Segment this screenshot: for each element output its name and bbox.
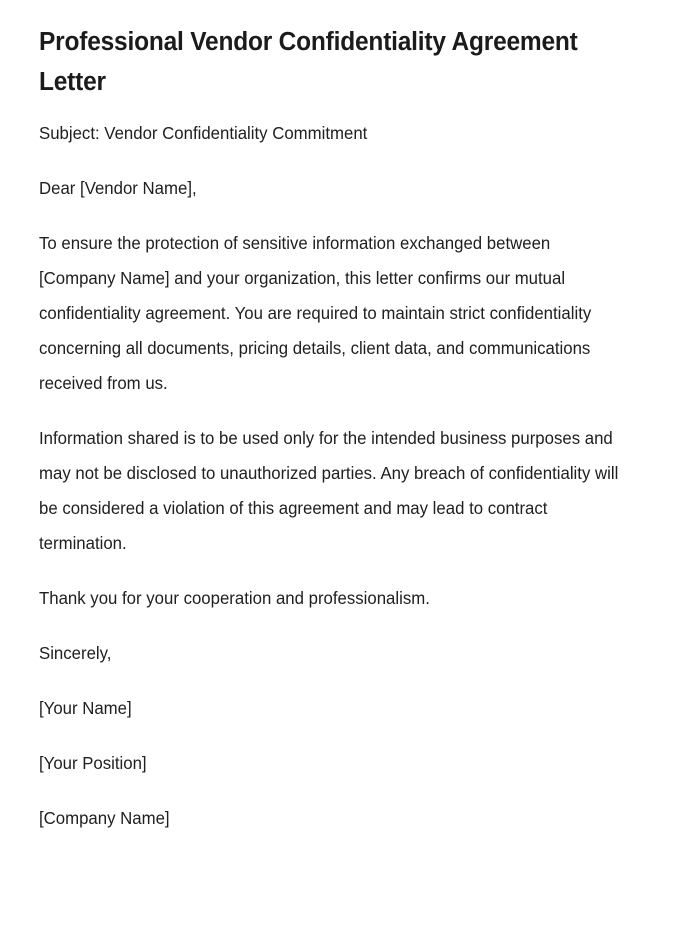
page-title: Professional Vendor Confidentiality Agreement Letter [39,28,578,96]
body-paragraph-2: Information shared is to be used only for the intended business purposes and may not be disclosed to unauthorized parties. Any breach of confidentiality will be considered a violation of this agreement and may lead to contract termination. [39,428,619,553]
signature-name: [Your Name] [39,698,132,718]
letter-body [39,116,651,836]
signature-position: [Your Position] [39,753,147,773]
salutation: Dear [Vendor Name], [39,178,197,198]
closing: Sincerely, [39,643,112,663]
body-paragraph-1: To ensure the protection of sensitive information exchanged between [Company Name] and your organization, this letter confirms our mutual confidentiality agreement. You are required to maintain strict confidentiality concerning all documents, pricing details, client data, and communications received from us. [39,233,592,393]
body-paragraph-3: Thank you for your cooperation and professionalism. [39,588,430,608]
signature-company: [Company Name] [39,808,170,828]
subject-line: Subject: Vendor Confidentiality Commitment [39,123,368,143]
